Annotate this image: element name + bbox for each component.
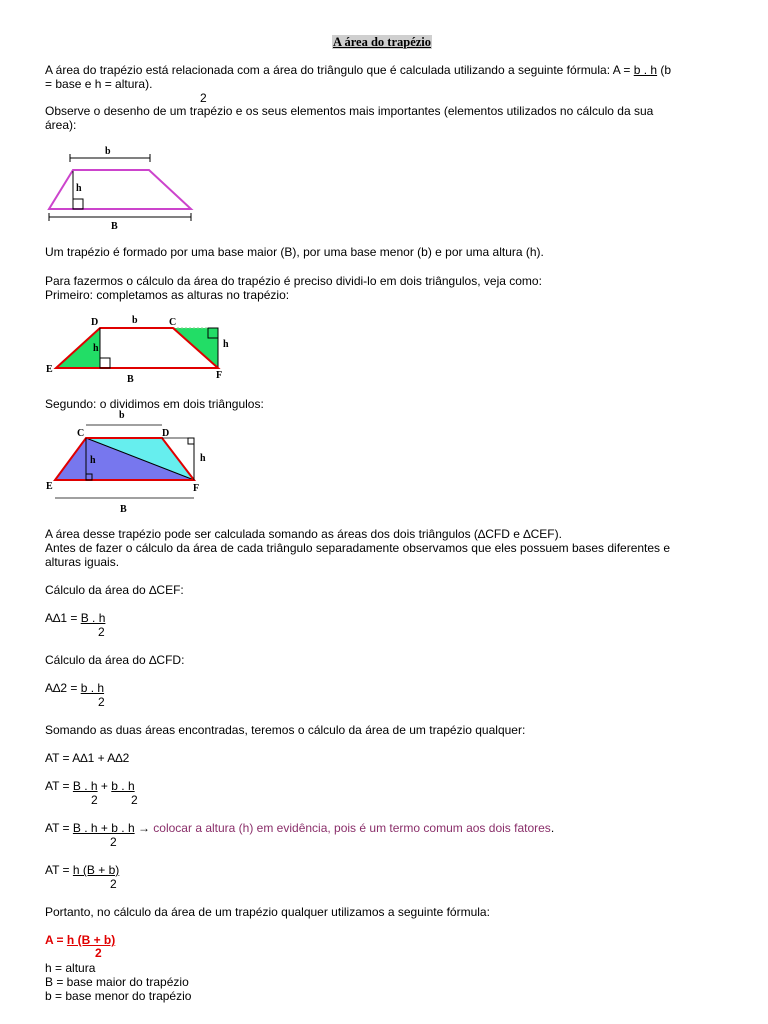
fig1-label-h: h [76, 183, 82, 194]
eq6-lhs: AT = [45, 863, 73, 877]
fig2-label-E: E [46, 364, 53, 375]
fig2-label-F: F [216, 370, 223, 381]
fig2-label-h2: h [223, 339, 229, 350]
legend-b: b = base menor do trapézio [45, 989, 192, 1003]
eq4-numerator-1: B . h [72, 779, 98, 793]
eq6-denominator: 2 [110, 877, 117, 891]
eq2-lhs: A∆2 = [45, 681, 81, 695]
final-lhs: A = [45, 933, 67, 947]
intro-line-2: = base e h = altura). [45, 77, 153, 91]
eq1-lhs: A∆1 = [45, 611, 81, 625]
fig3-label-h1: h [90, 455, 96, 466]
equation-2 [45, 681, 104, 695]
eq2-denominator: 2 [98, 695, 105, 709]
intro-denominator: 2 [200, 91, 207, 105]
intro-text: A área do trapézio está relacionada com a área do triângulo que é calculada utilizando a seguinte fórmula: A = [45, 63, 634, 77]
eq5-arrow: → [134, 821, 154, 835]
final-numerator: h (B + b) [66, 933, 116, 947]
legend-h: h = altura [45, 961, 96, 975]
intro-line-3: Observe o desenho de um trapézio e os seus elementos mais importantes (elementos utilizados no cálculo da sua [45, 104, 654, 118]
paragraph-second: Segundo: o dividimos em dois triângulos: [45, 397, 264, 411]
legend-B: B = base maior do trapézio [45, 975, 189, 989]
paragraph-area-1: A área desse trapézio pode ser calculada somando as áreas dos dois triângulos (∆CFD e ∆CEF). [45, 527, 562, 541]
paragraph-divide: Para fazermos o cálculo da área do trapézio é preciso dividi-lo em dois triângulos, veja como: [45, 274, 542, 288]
paragraph-calc-cef: Cálculo da área do ∆CEF: [45, 583, 184, 597]
eq5-lhs: AT = [45, 821, 73, 835]
eq1-denominator: 2 [98, 625, 105, 639]
fig2-label-B: B [127, 374, 134, 385]
paragraph-first: Primeiro: completamos as alturas no trapézio: [45, 288, 290, 302]
fig3-label-F: F [193, 483, 200, 494]
fig1-label-b: b [105, 146, 111, 157]
intro-line-4: área): [45, 118, 77, 132]
fig2-label-C: C [169, 317, 177, 328]
eq1-numerator: B . h [80, 611, 106, 625]
intro-text-end: (b [657, 63, 672, 77]
paragraph-area-2: Antes de fazer o cálculo da área de cada triângulo separadamente observamos que eles possuem bases diferentes e [45, 541, 671, 555]
fig3-label-D: D [162, 428, 170, 439]
fig3-label-B: B [120, 504, 127, 515]
equation-1 [45, 611, 105, 625]
fig3-label-b: b [119, 410, 125, 421]
eq5-note: colocar a altura (h) em evidência, pois é um termo comum aos dois fatores [153, 821, 551, 835]
fig3-label-C: C [77, 428, 85, 439]
eq4-plus: + [97, 779, 112, 793]
equation-5 [45, 821, 554, 835]
fig3-label-h2: h [200, 453, 206, 464]
eq5-numerator: B . h + b . h [72, 821, 135, 835]
eq4-numerator-2: b . h [111, 779, 135, 793]
paragraph-calc-cfd: Cálculo da área do ∆CFD: [45, 653, 185, 667]
eq5-dot: . [550, 821, 555, 835]
paragraph-formed: Um trapézio é formado por uma base maior (B), por uma base menor (b) e por uma altura (h). [45, 245, 544, 259]
eq5-denominator: 2 [110, 835, 117, 849]
intro-formula: b . h [633, 63, 658, 77]
eq4-lhs: AT = [45, 779, 73, 793]
fig2-label-h1: h [93, 343, 99, 354]
paragraph-area-3: alturas iguais. [45, 555, 120, 569]
page-title: A área do trapézio [333, 35, 432, 49]
fig1-label-B: B [111, 221, 118, 232]
eq4-denominator-2: 2 [131, 793, 138, 807]
eq6-numerator: h (B + b) [72, 863, 120, 877]
paragraph-sum: Somando as duas áreas encontradas, teremos o cálculo da área de um trapézio qualquer: [45, 723, 526, 737]
equation-6 [45, 863, 119, 877]
paragraph-therefore: Portanto, no cálculo da área de um trapézio qualquer utilizamos a seguinte fórmula: [45, 905, 490, 919]
final-formula [45, 933, 115, 947]
equation-4 [45, 779, 135, 793]
final-denominator: 2 [95, 946, 102, 960]
fig2-label-b: b [132, 315, 138, 326]
eq2-numerator: b . h [80, 681, 105, 695]
fig2-label-D: D [91, 317, 99, 328]
equation-3: AT = A∆1 + A∆2 [45, 751, 130, 765]
fig3-label-E: E [46, 481, 53, 492]
eq4-denominator-1: 2 [91, 793, 98, 807]
